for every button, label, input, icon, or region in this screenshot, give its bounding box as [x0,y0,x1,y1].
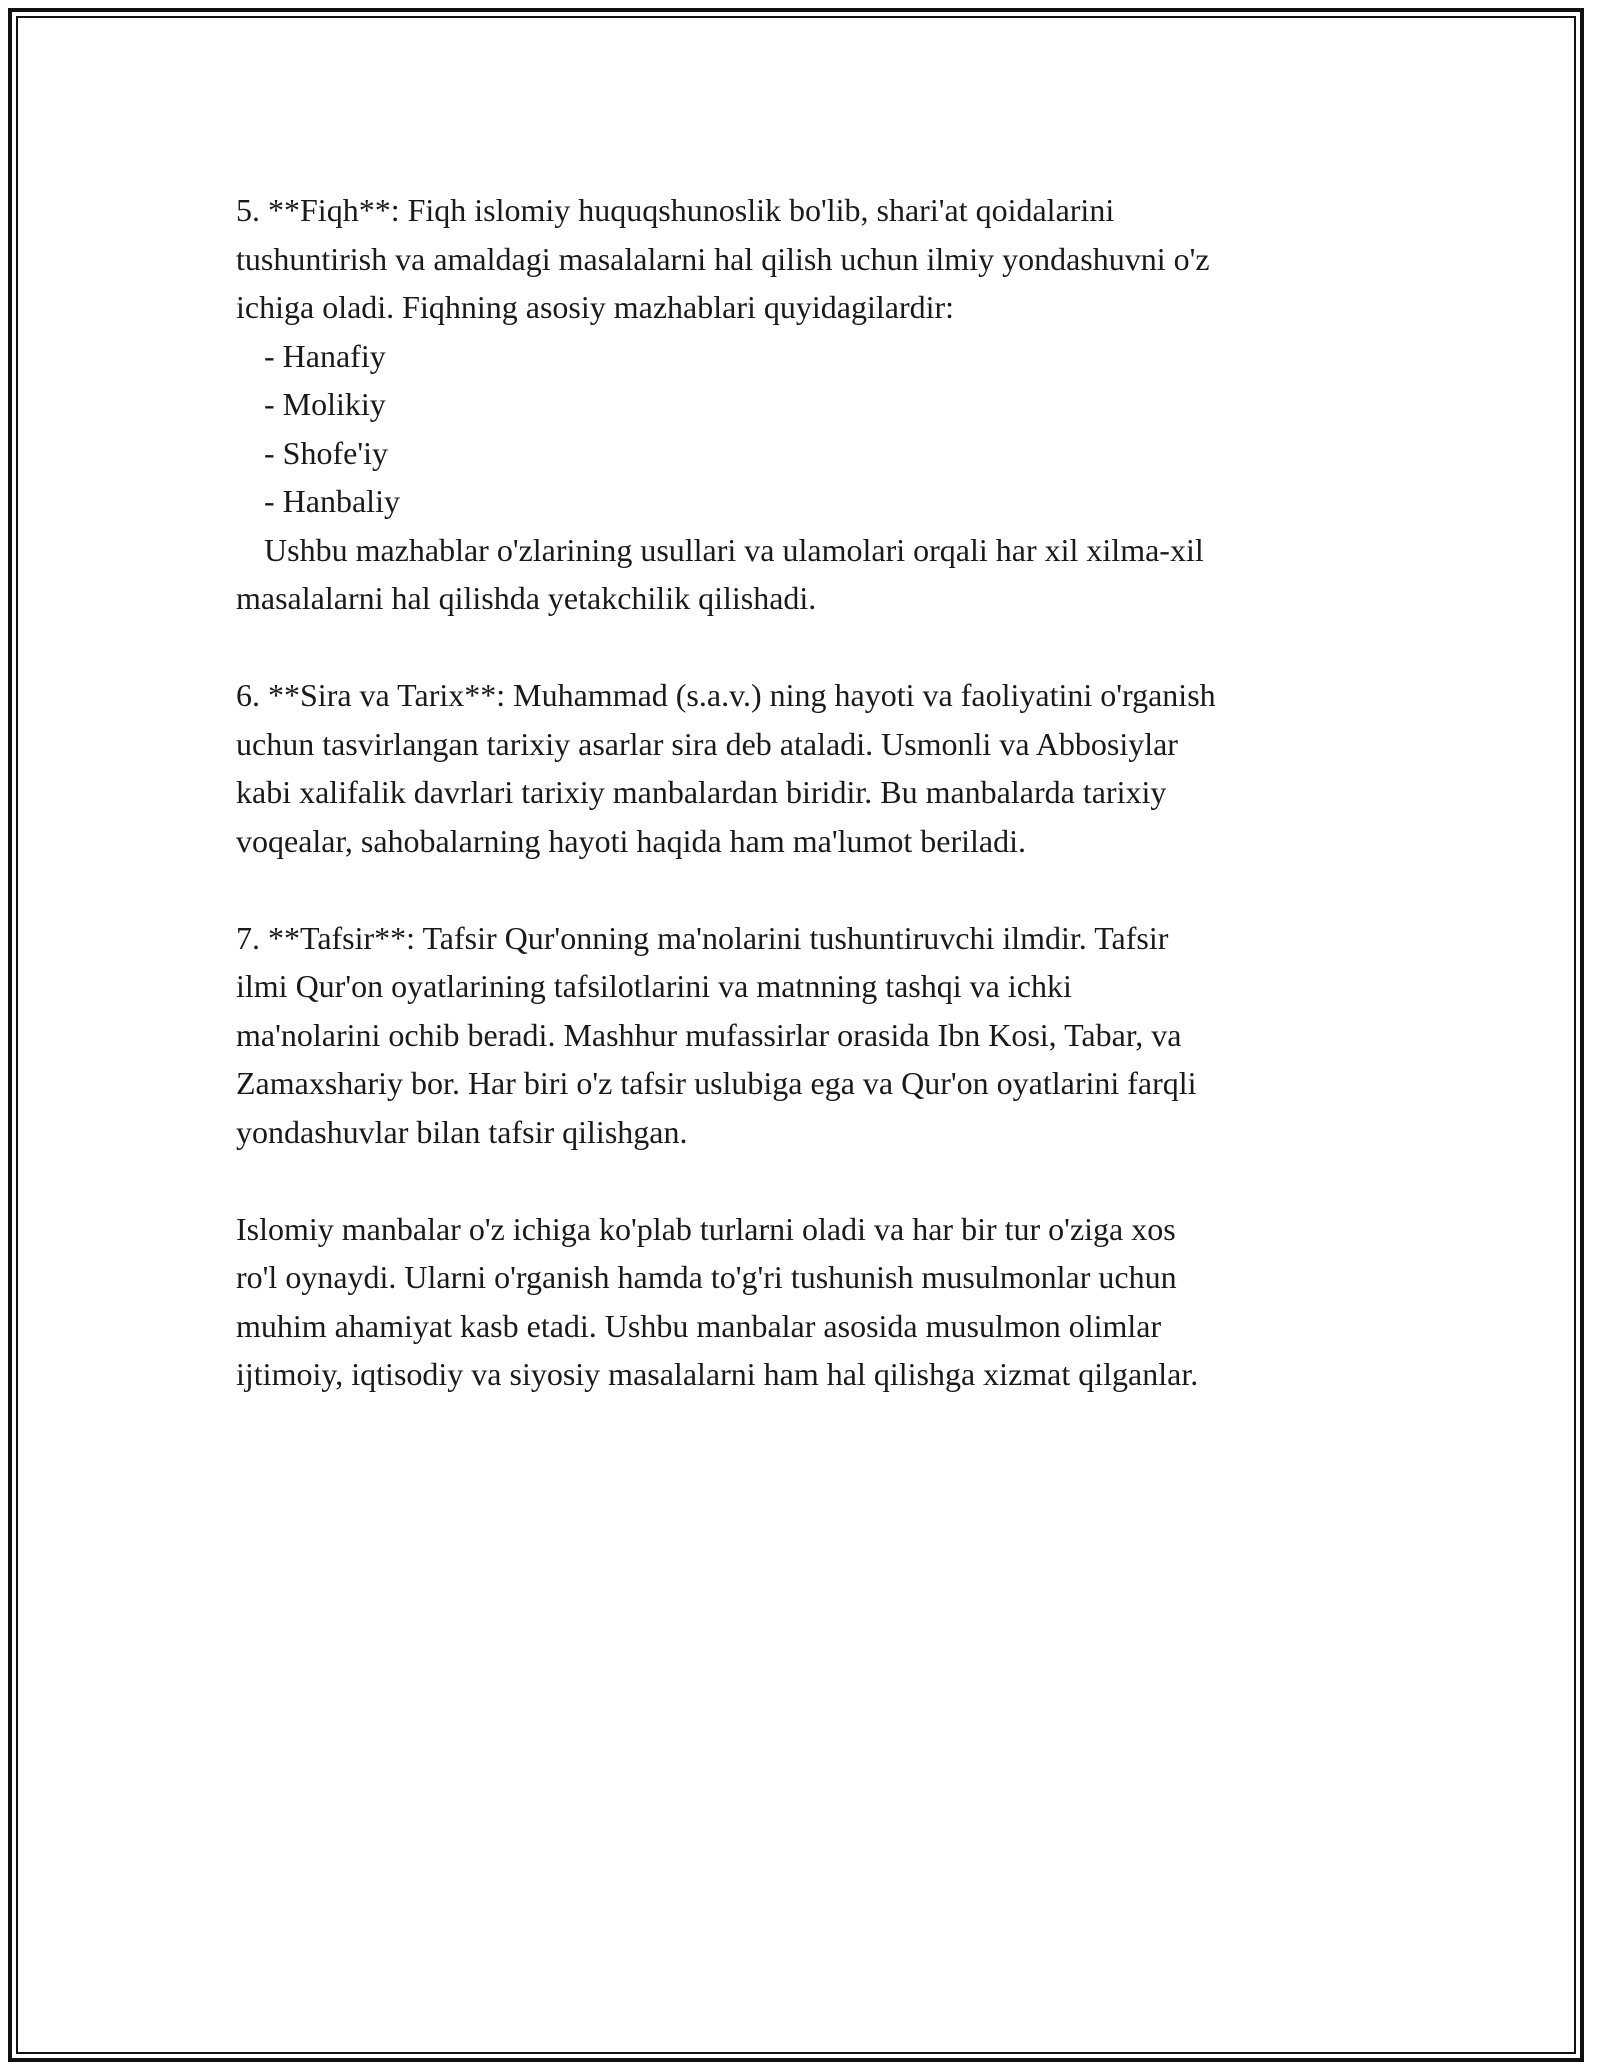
text-line: Ushbu mazhablar o'zlarining usullari va ulamolari orqali har xil xilma-xil [264,531,1204,568]
text-line: yondashuvlar bilan tafsir qilishgan. [236,1113,688,1150]
text-line: voqealar, sahobalarning hayoti haqida ham ma'lumot beriladi. [236,822,1027,859]
text-line: 6. **Sira va Tarix**: Muhammad (s.a.v.) ning hayoti va faoliyatini o'rganish [236,677,1216,713]
text-line: kabi xalifalik davrlari tarixiy manbalardan biridir. Bu manbalarda tarixiy [236,774,1167,810]
text-line: 5. **Fiqh**: Fiqh islomiy huquqshunoslik bo'lib, shari'at qoidalarini [236,192,1115,228]
paragraph-gap [236,623,1386,672]
text-line: 7. **Tafsir**: Tafsir Qur'onning ma'nolarini tushuntiruvchi ilmdir. Tafsir [236,919,1169,956]
text-line: ijtimoiy, iqtisodiy va siyosiy masalalarni ham hal qilishga xizmat qilganlar. [236,1356,1199,1392]
text-line: Zamaxshariy bor. Har biri o'z tafsir uslubiga ega va Qur'on oyatlarini farqli [236,1065,1197,1101]
text-line: uchun tasvirlangan tarixiy asarlar sira deb ataladi. Usmonli va Abbosiylar [236,725,1178,762]
text-line: masalalarni hal qilishda yetakchilik qilishadi. [236,580,817,616]
text-line: ro'l oynaydi. Ularni o'rganish hamda to'g'ri tushunish musulmonlar uchun [236,1259,1177,1295]
text-line: ilmi Qur'on oyatlarining tafsilotlarini va matnning tashqi va ichki [236,968,1072,1004]
document-body [236,186,1386,1399]
section-tafsir [236,914,1386,1157]
list-item: - Hanbaliy [264,483,400,519]
text-line: muhim ahamiyat kasb etadi. Ushbu manbalar asosida musulmon olimlar [236,1307,1162,1344]
text-line: Islomiy manbalar o'z ichiga ko'plab turlarni oladi va har bir tur o'ziga xos [236,1210,1176,1247]
text-line: ichiga oladi. Fiqhning asosiy mazhablari quyidagilardir: [236,289,955,325]
section-fiqh [236,186,1386,623]
list-item: - Shofe'iy [264,434,388,471]
section-sira-tarix [236,671,1386,865]
list-item: - Hanafiy [264,337,386,374]
paragraph-gap [236,865,1386,914]
section-conclusion [236,1205,1386,1399]
text-line: ma'nolarini ochib beradi. Mashhur mufassirlar orasida Ibn Kosi, Tabar, va [236,1016,1182,1053]
list-item: - Molikiy [264,386,386,422]
text-line: tushuntirish va amaldagi masalalarni hal qilish uchun ilmiy yondashuvni o'z [236,240,1210,277]
paragraph-gap [236,1156,1386,1205]
